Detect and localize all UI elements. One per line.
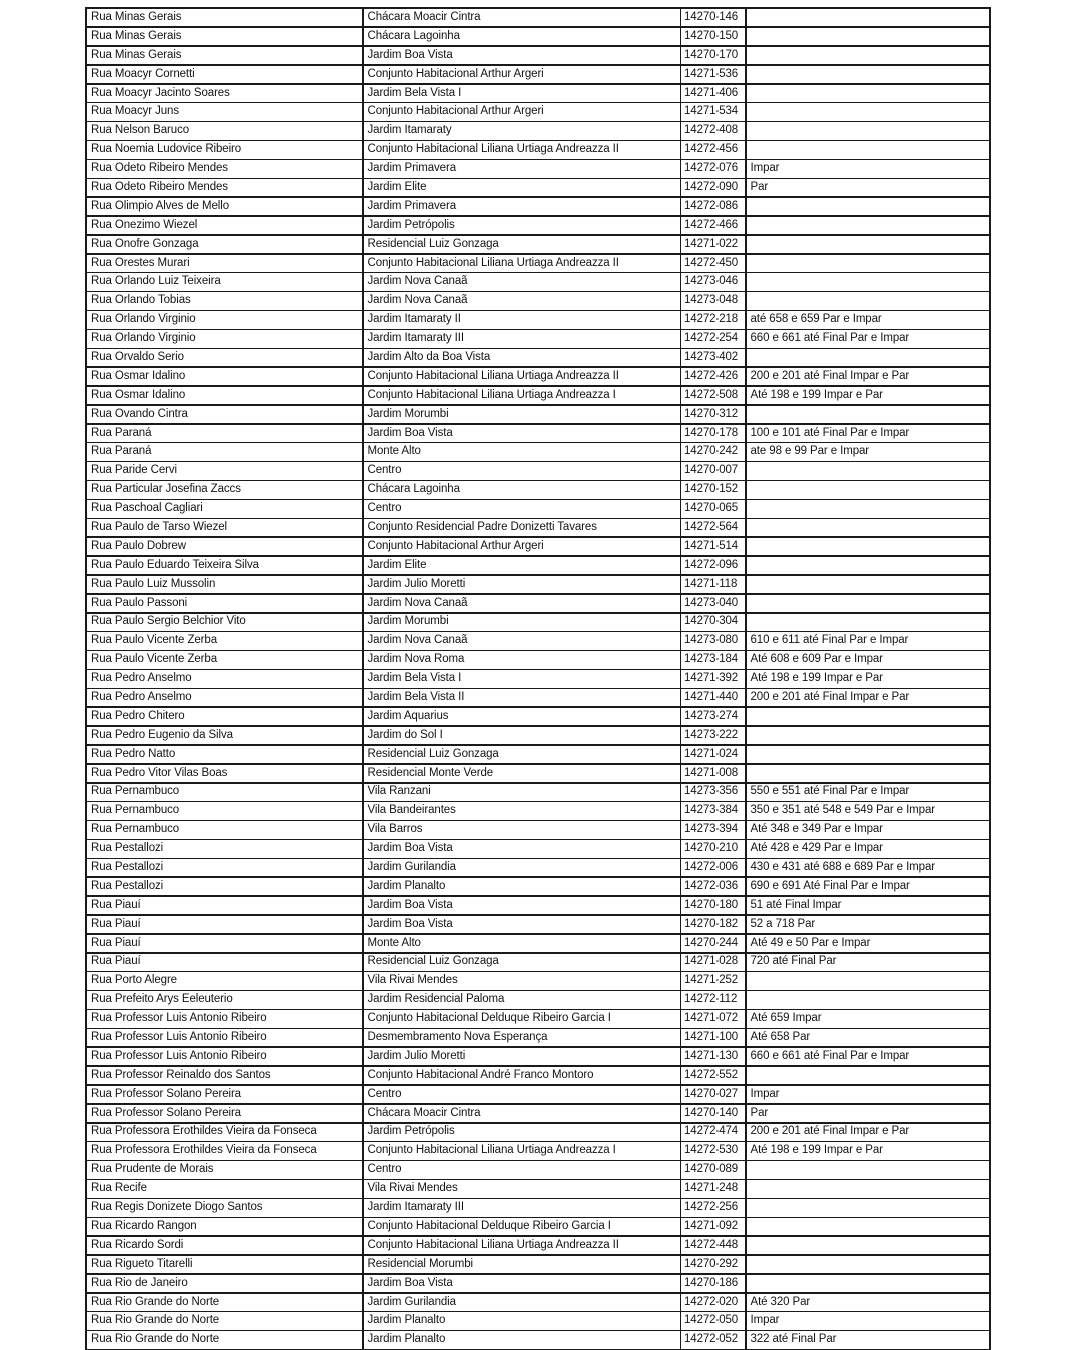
cep-cell: 14272-086 — [681, 198, 745, 215]
street-cell: Rua Olimpio Alves de Mello — [87, 198, 362, 215]
street-cell: Rua Paulo Passoni — [87, 595, 362, 612]
district-cell: Jardim Morumbi — [364, 614, 680, 631]
district-cell: Residencial Morumbi — [364, 1256, 680, 1273]
street-cell: Rua Paulo Luiz Mussolin — [87, 576, 362, 593]
cep-cell: 14273-222 — [681, 727, 745, 744]
cep-cell: 14272-256 — [681, 1199, 745, 1216]
street-cell: Rua Moacyr Jacinto Soares — [87, 85, 362, 102]
note-cell — [747, 9, 990, 26]
district-cell: Jardim Julio Moretti — [364, 576, 680, 593]
note-cell: 200 e 201 até Final Impar e Par — [747, 368, 990, 385]
note-cell: Par — [747, 1105, 990, 1122]
street-cell: Rua Paulo Dobrew — [87, 538, 362, 555]
cep-cell: 14271-252 — [681, 972, 745, 989]
note-cell — [747, 462, 990, 479]
district-cell: Jardim Bela Vista I — [364, 85, 680, 102]
district-cell: Jardim Itamaraty III — [364, 1199, 680, 1216]
cep-cell: 14272-076 — [681, 160, 745, 177]
note-cell: 690 e 691 Até Final Par e Impar — [747, 878, 990, 895]
district-cell: Jardim Residencial Paloma — [364, 991, 680, 1008]
street-cell: Rua Pernambuco — [87, 784, 362, 801]
note-cell — [747, 1256, 990, 1273]
district-cell: Monte Alto — [364, 935, 680, 952]
district-cell: Conjunto Habitacional Delduque Ribeiro Garcia I — [364, 1010, 680, 1027]
note-cell: Impar — [747, 1086, 990, 1103]
district-cell: Conjunto Habitacional Liliana Urtiaga Andreazza II — [364, 141, 680, 158]
note-cell: 200 e 201 até Final Impar e Par — [747, 689, 990, 706]
note-cell: Até 608 e 609 Par e Impar — [747, 651, 990, 668]
note-cell — [747, 765, 990, 782]
street-cell: Rua Particular Josefina Zaccs — [87, 481, 362, 498]
cep-cell: 14271-008 — [681, 765, 745, 782]
district-cell: Jardim Itamaraty III — [364, 330, 680, 347]
street-cell: Rua Rio Grande do Norte — [87, 1294, 362, 1311]
cep-cell: 14273-048 — [681, 292, 745, 309]
street-cell: Rua Porto Alegre — [87, 972, 362, 989]
note-cell — [747, 500, 990, 517]
cep-cell: 14270-152 — [681, 481, 745, 498]
street-cell: Rua Pedro Anselmo — [87, 670, 362, 687]
street-cell: Rua Rio Grande do Norte — [87, 1331, 362, 1348]
street-cell: Rua Paulo Vicente Zerba — [87, 651, 362, 668]
note-cell — [747, 595, 990, 612]
cep-cell: 14270-186 — [681, 1275, 745, 1292]
cep-cell: 14271-440 — [681, 689, 745, 706]
district-cell: Chácara Lagoinha — [364, 28, 680, 45]
cep-cell: 14273-274 — [681, 708, 745, 725]
cep-cell: 14271-248 — [681, 1180, 745, 1197]
district-cell: Vila Ranzani — [364, 784, 680, 801]
district-cell: Jardim Aquarius — [364, 708, 680, 725]
cep-cell: 14271-130 — [681, 1048, 745, 1065]
cep-cell: 14273-394 — [681, 821, 745, 838]
district-cell: Centro — [364, 500, 680, 517]
note-cell: ate 98 e 99 Par e Impar — [747, 443, 990, 460]
note-cell — [747, 576, 990, 593]
cep-cell: 14273-184 — [681, 651, 745, 668]
cep-cell: 14272-456 — [681, 141, 745, 158]
district-cell: Chácara Moacir Cintra — [364, 9, 680, 26]
street-cell: Rua Professor Luis Antonio Ribeiro — [87, 1010, 362, 1027]
street-cell: Rua Paride Cervi — [87, 462, 362, 479]
street-cell: Rua Rio Grande do Norte — [87, 1312, 362, 1329]
street-cell: Rua Prudente de Morais — [87, 1161, 362, 1178]
district-cell: Centro — [364, 1086, 680, 1103]
street-cell: Rua Orlando Tobias — [87, 292, 362, 309]
cep-cell: 14272-552 — [681, 1067, 745, 1084]
note-cell: Até 198 e 199 Impar e Par — [747, 387, 990, 404]
street-cell: Rua Orlando Virginio — [87, 311, 362, 328]
district-cell: Jardim Itamaraty II — [364, 311, 680, 328]
note-cell — [747, 991, 990, 1008]
street-cell: Rua Nelson Baruco — [87, 122, 362, 139]
district-cell: Conjunto Habitacional Liliana Urtiaga Andreazza II — [364, 1237, 680, 1254]
district-cell: Jardim Nova Canaã — [364, 632, 680, 649]
street-cell: Rua Pestallozi — [87, 878, 362, 895]
note-cell: Até 198 e 199 Impar e Par — [747, 1142, 990, 1159]
note-cell — [747, 85, 990, 102]
note-cell: 660 e 661 até Final Par e Impar — [747, 330, 990, 347]
street-cell: Rua Piauí — [87, 954, 362, 971]
note-cell — [747, 349, 990, 366]
street-cell: Rua Ricardo Sordi — [87, 1237, 362, 1254]
district-cell: Jardim Boa Vista — [364, 425, 680, 442]
cep-cell: 14272-112 — [681, 991, 745, 1008]
street-cell: Rua Noemia Ludovice Ribeiro — [87, 141, 362, 158]
district-cell: Vila Bandeirantes — [364, 802, 680, 819]
cep-cell: 14271-514 — [681, 538, 745, 555]
district-cell: Jardim Julio Moretti — [364, 1048, 680, 1065]
note-cell — [747, 708, 990, 725]
street-cell: Rua Osmar Idalino — [87, 387, 362, 404]
district-cell: Jardim Nova Canaã — [364, 273, 680, 290]
district-cell: Jardim Primavera — [364, 198, 680, 215]
street-cell: Rua Piauí — [87, 935, 362, 952]
note-cell: 350 e 351 até 548 e 549 Par e Impar — [747, 802, 990, 819]
district-cell: Jardim Boa Vista — [364, 47, 680, 64]
note-cell — [747, 122, 990, 139]
district-cell: Conjunto Habitacional Liliana Urtiaga Andreazza II — [364, 255, 680, 272]
street-cell: Rua Onofre Gonzaga — [87, 236, 362, 253]
district-cell: Vila Rivai Mendes — [364, 972, 680, 989]
note-cell — [747, 519, 990, 536]
cep-cell: 14271-022 — [681, 236, 745, 253]
street-cell: Rua Ricardo Rangon — [87, 1218, 362, 1235]
cep-cell: 14271-406 — [681, 85, 745, 102]
cep-cell: 14272-052 — [681, 1331, 745, 1348]
street-cell: Rua Prefeito Arys Eeleuterio — [87, 991, 362, 1008]
street-cell: Rua Pedro Eugenio da Silva — [87, 727, 362, 744]
cep-cell: 14270-292 — [681, 1256, 745, 1273]
cep-cell: 14270-089 — [681, 1161, 745, 1178]
note-cell: 610 e 611 até Final Par e Impar — [747, 632, 990, 649]
note-cell — [747, 141, 990, 158]
street-cell: Rua Pedro Anselmo — [87, 689, 362, 706]
cep-cell: 14271-100 — [681, 1029, 745, 1046]
district-cell: Jardim Nova Canaã — [364, 292, 680, 309]
note-cell: Até 49 e 50 Par e Impar — [747, 935, 990, 952]
cep-cell: 14270-180 — [681, 897, 745, 914]
note-cell — [747, 746, 990, 763]
cep-cell: 14273-384 — [681, 802, 745, 819]
cep-cell: 14270-140 — [681, 1105, 745, 1122]
cep-cell: 14272-448 — [681, 1237, 745, 1254]
cep-cell: 14272-530 — [681, 1142, 745, 1159]
street-cell: Rua Pestallozi — [87, 859, 362, 876]
cep-cell: 14272-006 — [681, 859, 745, 876]
street-cell: Rua Minas Gerais — [87, 28, 362, 45]
cep-cell: 14273-356 — [681, 784, 745, 801]
cep-cell: 14270-312 — [681, 406, 745, 423]
cep-cell: 14272-474 — [681, 1124, 745, 1141]
street-cell: Rua Minas Gerais — [87, 9, 362, 26]
cep-cell: 14270-242 — [681, 443, 745, 460]
note-cell — [747, 292, 990, 309]
note-cell: 200 e 201 até Final Impar e Par — [747, 1124, 990, 1141]
cep-cell: 14271-028 — [681, 954, 745, 971]
street-cell: Rua Pernambuco — [87, 802, 362, 819]
cep-cell: 14272-508 — [681, 387, 745, 404]
note-cell: 322 até Final Par — [747, 1331, 990, 1348]
district-cell: Desmembramento Nova Esperança — [364, 1029, 680, 1046]
street-cell: Rua Odeto Ribeiro Mendes — [87, 160, 362, 177]
district-cell: Chácara Moacir Cintra — [364, 1105, 680, 1122]
district-cell: Jardim Bela Vista II — [364, 689, 680, 706]
street-cell: Rua Professor Luis Antonio Ribeiro — [87, 1029, 362, 1046]
street-cell: Rua Moacyr Juns — [87, 103, 362, 120]
cep-cell: 14273-080 — [681, 632, 745, 649]
district-cell: Jardim Gurilandia — [364, 1294, 680, 1311]
street-cell: Rua Pedro Vitor Vilas Boas — [87, 765, 362, 782]
street-cell: Rua Orlando Luiz Teixeira — [87, 273, 362, 290]
district-cell: Centro — [364, 1161, 680, 1178]
cep-cell: 14271-536 — [681, 66, 745, 83]
district-cell: Jardim Alto da Boa Vista — [364, 349, 680, 366]
street-cell: Rua Professor Solano Pereira — [87, 1105, 362, 1122]
cep-cell: 14272-254 — [681, 330, 745, 347]
street-cell: Rua Professora Erothildes Vieira da Fonseca — [87, 1142, 362, 1159]
cep-cell: 14272-090 — [681, 179, 745, 196]
street-cell: Rua Odeto Ribeiro Mendes — [87, 179, 362, 196]
district-cell: Conjunto Habitacional Arthur Argeri — [364, 66, 680, 83]
street-cell: Rua Pernambuco — [87, 821, 362, 838]
street-cell: Rua Moacyr Cornetti — [87, 66, 362, 83]
district-cell: Conjunto Habitacional Arthur Argeri — [364, 103, 680, 120]
street-cell: Rua Professor Reinaldo dos Santos — [87, 1067, 362, 1084]
street-cell: Rua Paulo Eduardo Teixeira Silva — [87, 557, 362, 574]
street-cell: Rua Orlando Virginio — [87, 330, 362, 347]
district-cell: Jardim do Sol I — [364, 727, 680, 744]
street-cell: Rua Minas Gerais — [87, 47, 362, 64]
cep-cell: 14270-150 — [681, 28, 745, 45]
district-cell: Jardim Elite — [364, 179, 680, 196]
note-cell — [747, 1237, 990, 1254]
street-cell: Rua Ovando Cintra — [87, 406, 362, 423]
note-cell: Até 198 e 199 Impar e Par — [747, 670, 990, 687]
cep-cell: 14271-072 — [681, 1010, 745, 1027]
note-cell — [747, 217, 990, 234]
cep-cell: 14272-408 — [681, 122, 745, 139]
note-cell — [747, 1199, 990, 1216]
cep-cell: 14272-036 — [681, 878, 745, 895]
street-cell: Rua Professor Luis Antonio Ribeiro — [87, 1048, 362, 1065]
street-cell: Rua Paulo de Tarso Wiezel — [87, 519, 362, 536]
district-cell: Jardim Planalto — [364, 878, 680, 895]
cep-cell: 14270-146 — [681, 9, 745, 26]
district-cell: Jardim Boa Vista — [364, 897, 680, 914]
note-cell — [747, 28, 990, 45]
district-cell: Jardim Elite — [364, 557, 680, 574]
district-cell: Jardim Petrópolis — [364, 217, 680, 234]
note-cell: Impar — [747, 160, 990, 177]
district-cell: Jardim Boa Vista — [364, 1275, 680, 1292]
note-cell — [747, 273, 990, 290]
cep-cell: 14270-170 — [681, 47, 745, 64]
cep-cell: 14270-007 — [681, 462, 745, 479]
note-cell — [747, 1067, 990, 1084]
district-cell: Jardim Itamaraty — [364, 122, 680, 139]
street-cell: Rua Paschoal Cagliari — [87, 500, 362, 517]
street-cell: Rua Paraná — [87, 443, 362, 460]
cep-cell: 14273-040 — [681, 595, 745, 612]
cep-cell: 14270-182 — [681, 916, 745, 933]
street-cell: Rua Paulo Sergio Belchior Vito — [87, 614, 362, 631]
district-cell: Conjunto Habitacional Delduque Ribeiro Garcia I — [364, 1218, 680, 1235]
street-cell: Rua Professora Erothildes Vieira da Fonseca — [87, 1124, 362, 1141]
cep-cell: 14272-564 — [681, 519, 745, 536]
note-cell — [747, 727, 990, 744]
street-cell: Rua Paulo Vicente Zerba — [87, 632, 362, 649]
street-cell: Rua Regis Donizete Diogo Santos — [87, 1199, 362, 1216]
note-cell: Até 658 Par — [747, 1029, 990, 1046]
note-cell — [747, 198, 990, 215]
district-cell: Conjunto Habitacional Liliana Urtiaga Andreazza I — [364, 1142, 680, 1159]
note-cell — [747, 538, 990, 555]
district-cell: Jardim Bela Vista I — [364, 670, 680, 687]
street-cell: Rua Orvaldo Serio — [87, 349, 362, 366]
district-cell: Jardim Boa Vista — [364, 840, 680, 857]
note-cell — [747, 972, 990, 989]
district-cell: Jardim Morumbi — [364, 406, 680, 423]
district-cell: Conjunto Residencial Padre Donizetti Tavares — [364, 519, 680, 536]
note-cell: Até 428 e 429 Par e Impar — [747, 840, 990, 857]
note-cell — [747, 481, 990, 498]
street-cell: Rua Pedro Chitero — [87, 708, 362, 725]
note-cell: 430 e 431 até 688 e 689 Par e Impar — [747, 859, 990, 876]
district-cell: Jardim Gurilandia — [364, 859, 680, 876]
cep-cell: 14273-046 — [681, 273, 745, 290]
cep-cell: 14273-402 — [681, 349, 745, 366]
district-cell: Vila Barros — [364, 821, 680, 838]
cep-cell: 14272-096 — [681, 557, 745, 574]
note-cell: 550 e 551 até Final Par e Impar — [747, 784, 990, 801]
street-cell: Rua Recife — [87, 1180, 362, 1197]
street-cell: Rua Osmar Idalino — [87, 368, 362, 385]
note-cell — [747, 236, 990, 253]
district-cell: Residencial Monte Verde — [364, 765, 680, 782]
district-cell: Residencial Luiz Gonzaga — [364, 236, 680, 253]
street-cell: Rua Rigueto Titarelli — [87, 1256, 362, 1273]
note-cell — [747, 1161, 990, 1178]
street-cep-table — [85, 7, 991, 1350]
cep-cell: 14272-020 — [681, 1294, 745, 1311]
cep-cell: 14270-065 — [681, 500, 745, 517]
note-cell: Até 348 e 349 Par e Impar — [747, 821, 990, 838]
district-cell: Jardim Planalto — [364, 1312, 680, 1329]
note-cell — [747, 103, 990, 120]
note-cell: 51 até Final Impar — [747, 897, 990, 914]
district-cell: Jardim Nova Canaã — [364, 595, 680, 612]
street-cell: Rua Onezimo Wiezel — [87, 217, 362, 234]
street-cell: Rua Professor Solano Pereira — [87, 1086, 362, 1103]
cep-cell: 14270-178 — [681, 425, 745, 442]
cep-cell: 14270-027 — [681, 1086, 745, 1103]
note-cell: Até 320 Par — [747, 1294, 990, 1311]
cep-cell: 14272-050 — [681, 1312, 745, 1329]
district-cell: Chácara Lagoinha — [364, 481, 680, 498]
district-cell: Conjunto Habitacional Arthur Argeri — [364, 538, 680, 555]
note-cell: Até 659 Impar — [747, 1010, 990, 1027]
district-cell: Jardim Boa Vista — [364, 916, 680, 933]
cep-cell: 14270-304 — [681, 614, 745, 631]
note-cell — [747, 66, 990, 83]
note-cell — [747, 614, 990, 631]
district-cell: Jardim Petrópolis — [364, 1124, 680, 1141]
street-cell: Rua Paraná — [87, 425, 362, 442]
note-cell — [747, 1275, 990, 1292]
cep-cell: 14271-024 — [681, 746, 745, 763]
cep-cell: 14270-210 — [681, 840, 745, 857]
note-cell — [747, 1180, 990, 1197]
note-cell: Impar — [747, 1312, 990, 1329]
note-cell — [747, 406, 990, 423]
cep-cell: 14272-218 — [681, 311, 745, 328]
note-cell: Par — [747, 179, 990, 196]
cep-cell: 14271-392 — [681, 670, 745, 687]
cep-cell: 14272-426 — [681, 368, 745, 385]
street-cell: Rua Orestes Murari — [87, 255, 362, 272]
note-cell — [747, 47, 990, 64]
note-cell — [747, 1218, 990, 1235]
district-cell: Jardim Nova Roma — [364, 651, 680, 668]
cep-cell: 14271-118 — [681, 576, 745, 593]
district-cell: Conjunto Habitacional Liliana Urtiaga Andreazza II — [364, 368, 680, 385]
cep-cell: 14271-092 — [681, 1218, 745, 1235]
cep-cell: 14272-450 — [681, 255, 745, 272]
district-cell: Centro — [364, 462, 680, 479]
note-cell — [747, 255, 990, 272]
note-cell: 100 e 101 até Final Par e Impar — [747, 425, 990, 442]
note-cell — [747, 557, 990, 574]
district-cell: Conjunto Habitacional Liliana Urtiaga Andreazza I — [364, 387, 680, 404]
district-cell: Jardim Planalto — [364, 1331, 680, 1348]
street-cell: Rua Piauí — [87, 916, 362, 933]
district-cell: Residencial Luiz Gonzaga — [364, 954, 680, 971]
cep-cell: 14272-466 — [681, 217, 745, 234]
street-cell: Rua Pedro Natto — [87, 746, 362, 763]
street-cell: Rua Piauí — [87, 897, 362, 914]
cep-cell: 14271-534 — [681, 103, 745, 120]
note-cell: 660 e 661 até Final Par e Impar — [747, 1048, 990, 1065]
district-cell: Conjunto Habitacional André Franco Montoro — [364, 1067, 680, 1084]
note-cell: até 658 e 659 Par e Impar — [747, 311, 990, 328]
district-cell: Jardim Primavera — [364, 160, 680, 177]
street-cell: Rua Pestallozi — [87, 840, 362, 857]
note-cell: 52 a 718 Par — [747, 916, 990, 933]
note-cell: 720 até Final Par — [747, 954, 990, 971]
street-cell: Rua Rio de Janeiro — [87, 1275, 362, 1292]
district-cell: Residencial Luiz Gonzaga — [364, 746, 680, 763]
district-cell: Vila Rivai Mendes — [364, 1180, 680, 1197]
district-cell: Monte Alto — [364, 443, 680, 460]
cep-cell: 14270-244 — [681, 935, 745, 952]
